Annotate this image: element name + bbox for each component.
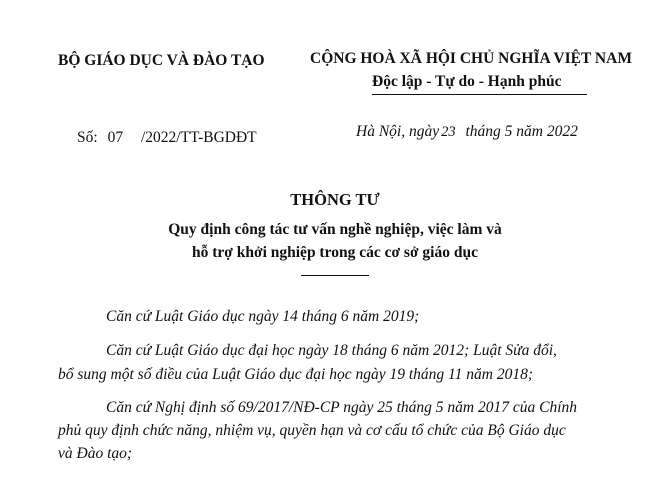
doc-subject-line1: Quy định công tác tư vấn nghề nghiệp, việc làm và (168, 221, 502, 238)
basis-3 (58, 396, 648, 465)
republic-name: CỘNG HOÀ XÃ HỘI CHỦ NGHĨA VIỆT NAM (310, 50, 632, 67)
basis-3-line-1: Căn cứ Nghị định số 69/2017/NĐ-CP ngày 25 tháng 5 năm 2017 của Chính (106, 399, 578, 416)
doc-number-suffix: /2022/TT-BGDĐT (140, 129, 257, 146)
issue-date (356, 123, 578, 141)
basis-2-line-2: bổ sung một số điều của Luật Giáo dục đại học ngày 19 tháng 11 năm 2018; (58, 366, 534, 383)
date-month-year: tháng 5 năm 2022 (465, 123, 578, 140)
basis-3-line-2: phủ quy định chức năng, nhiệm vụ, quyền hạn và cơ cấu tổ chức của Bộ Giáo dục (58, 422, 566, 439)
national-motto: Độc lập - Tự do - Hạnh phúc (372, 73, 562, 90)
title-underline (301, 275, 369, 276)
doc-number (77, 129, 257, 147)
basis-2 (58, 339, 648, 387)
date-prefix: Hà Nội, ngày (356, 123, 440, 140)
basis-1-line-1: Căn cứ Luật Giáo dục ngày 14 tháng 6 năm 2019; (106, 308, 420, 325)
basis-3-line-3: và Đào tạo; (58, 445, 133, 462)
motto-underline (372, 94, 587, 95)
doc-number-label: Số: (77, 129, 98, 146)
basis-1 (58, 306, 419, 328)
doc-number-value: 07 (107, 129, 124, 146)
doc-subject-line2: hỗ trợ khởi nghiệp trong các cơ sở giáo dục (192, 244, 478, 261)
doc-type-title: THÔNG TƯ (290, 190, 380, 209)
date-day: 23 (441, 124, 456, 140)
ministry-name: BỘ GIÁO DỤC VÀ ĐÀO TẠO (58, 52, 265, 69)
basis-2-line-1: Căn cứ Luật Giáo dục đại học ngày 18 tháng 6 năm 2012; Luật Sửa đổi, (106, 342, 557, 359)
